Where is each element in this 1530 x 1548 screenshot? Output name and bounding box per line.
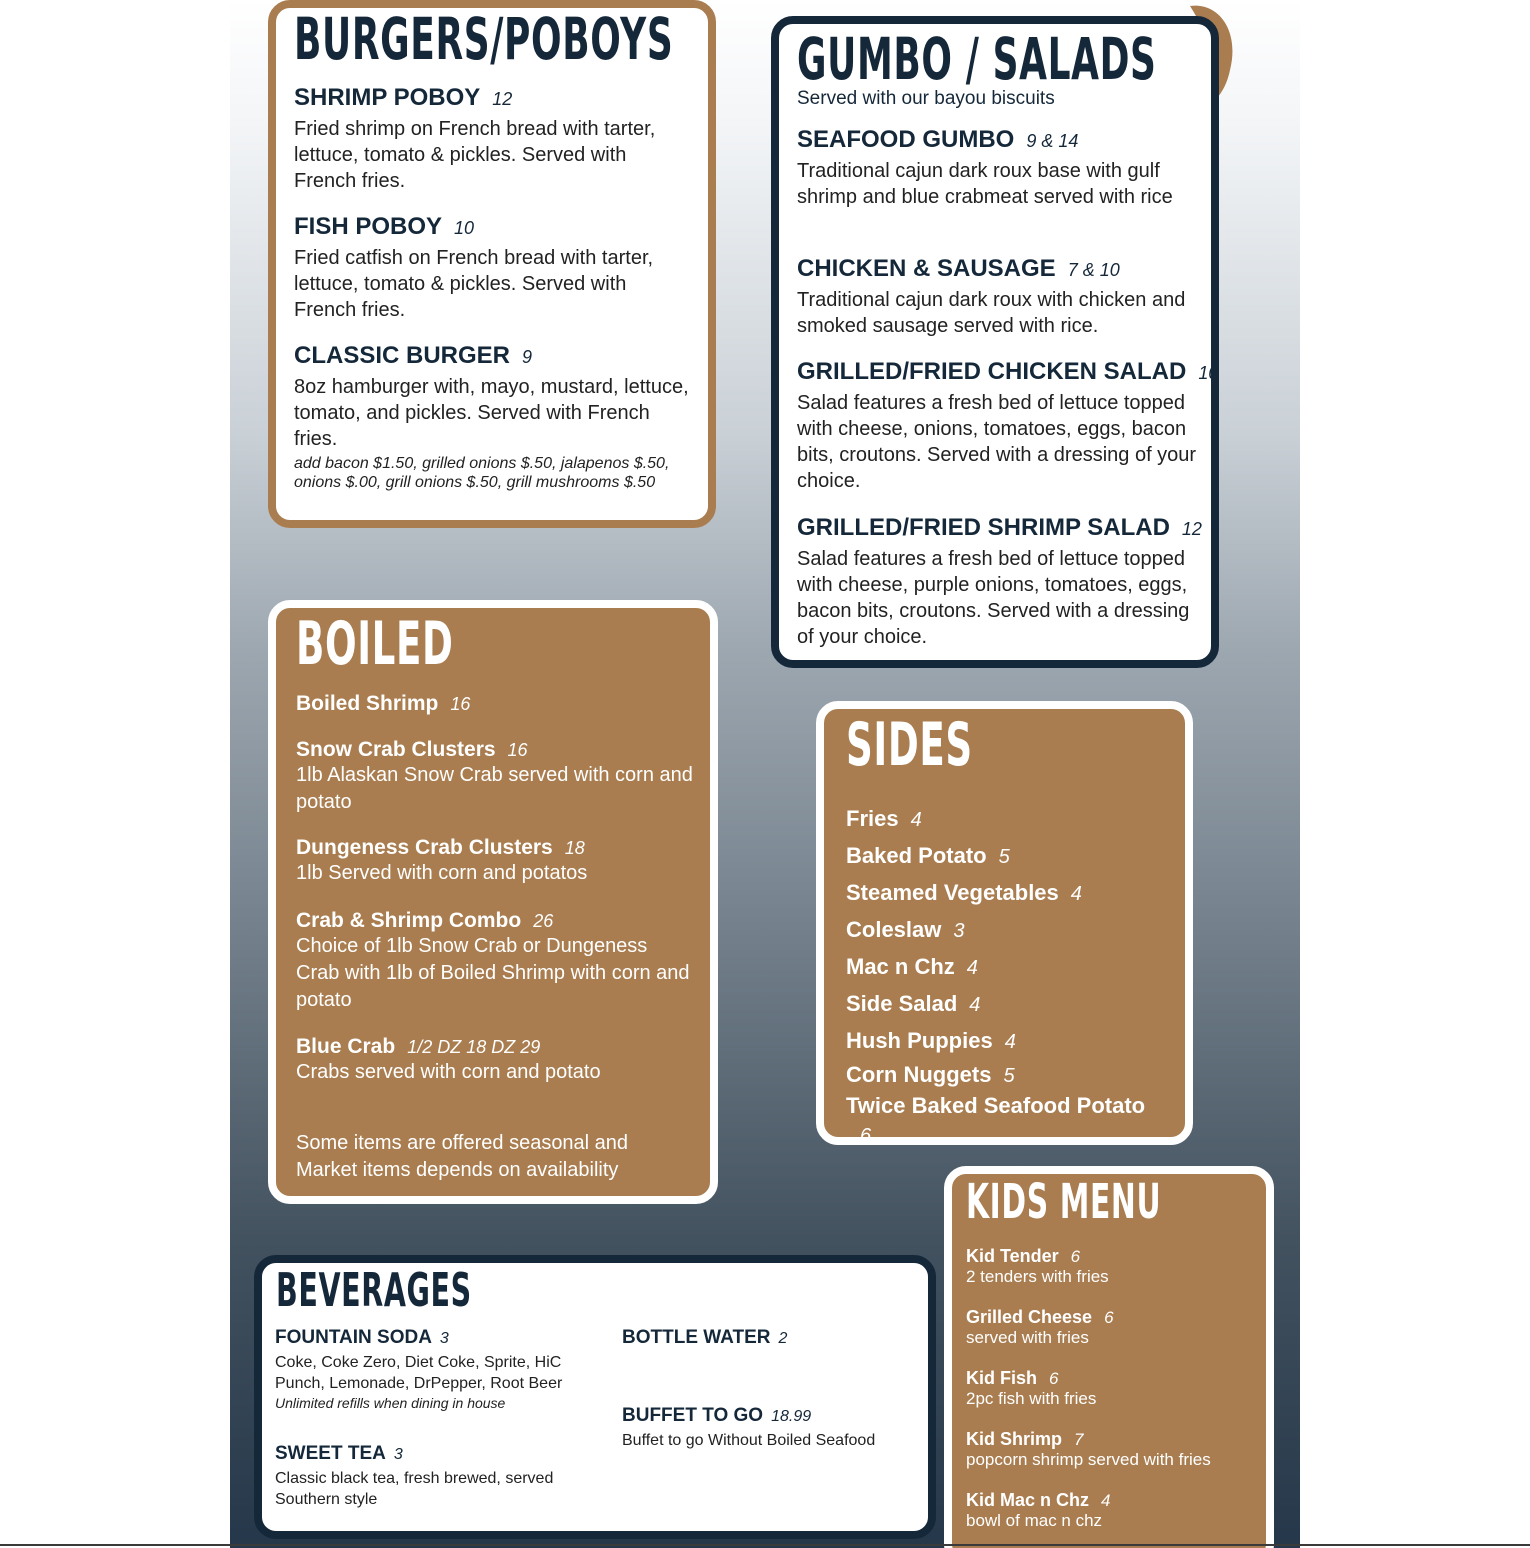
item-price: 12	[492, 89, 513, 109]
item-name: Twice Baked Seafood Potato	[846, 1093, 1146, 1118]
item-price: 6	[1049, 1369, 1059, 1388]
item-price: 4	[1070, 883, 1082, 905]
menu-item-shrimp-poboy	[294, 84, 694, 194]
burgers-panel	[268, 0, 716, 528]
menu-item-boiled-shrimp	[296, 692, 696, 716]
list-item	[846, 1060, 1186, 1091]
item-name: Steamed Vegetables	[846, 880, 1059, 905]
item-name: Mac n Chz	[846, 954, 955, 979]
item-price: 6	[860, 1125, 872, 1147]
item-description: Fried catfish on French bread with tarter, lettuce, tomato & pickles. Served with French fries.	[294, 247, 654, 321]
sides-list	[846, 801, 1186, 1151]
sides-panel	[816, 701, 1193, 1145]
item-price: 9 & 14	[1026, 131, 1079, 151]
item-price: 9	[522, 347, 533, 367]
menu-item-kid-shrimp	[966, 1429, 1266, 1470]
page-bottom-divider	[0, 1544, 1530, 1546]
item-price: 18	[564, 838, 585, 858]
item-price: 7 & 10	[1067, 260, 1120, 280]
item-name: Boiled Shrimp	[296, 692, 439, 715]
item-addons-note: add bacon $1.50, grilled onions $.50, jalapenos $.50, onions $.00, grill onions $.50, grill mushrooms $.50	[294, 455, 670, 491]
boiled-panel	[268, 600, 718, 1204]
item-name: BUFFET TO GO	[622, 1405, 764, 1426]
item-name: Baked Potato	[846, 843, 987, 868]
menu-item-sweet-tea	[275, 1443, 575, 1510]
boiled-title: BOILED	[296, 609, 454, 679]
item-description: Salad features a fresh bed of lettuce topped with cheese, onions, tomatoes, eggs, bacon bits, croutons. Served with a dressing of your choice.	[797, 392, 1197, 492]
list-item	[846, 1091, 1186, 1121]
item-description: Traditional cajun dark roux base with gulf shrimp and blue crabmeat served with rice	[797, 160, 1173, 208]
menu-item-bottle-water	[622, 1327, 912, 1349]
item-price: 18.99	[771, 1408, 812, 1425]
item-price: 10	[1198, 363, 1219, 383]
menu-item-classic-burger	[294, 342, 694, 492]
item-price: 1/2 DZ 18 DZ 29	[407, 1037, 541, 1057]
item-name: Kid Fish	[966, 1368, 1037, 1388]
item-description: Fried shrimp on French bread with tarter, lettuce, tomato & pickles. Served with French fries.	[294, 118, 656, 192]
item-price: 4	[966, 957, 978, 979]
item-price: 6	[1104, 1308, 1114, 1327]
kids-title: KIDS MENU	[966, 1174, 1162, 1230]
menu-page	[230, 0, 1300, 1548]
list-item	[846, 875, 1186, 912]
item-description: 2pc fish with fries	[966, 1389, 1097, 1408]
menu-item-shrimp-salad	[797, 514, 1202, 650]
item-name: GRILLED/FRIED CHICKEN SALAD	[797, 358, 1187, 385]
item-description: 1lb Served with corn and potatos	[296, 862, 588, 884]
item-description: 1lb Alaskan Snow Crab served with corn and potato	[296, 764, 693, 813]
menu-item-grilled-cheese	[966, 1307, 1266, 1348]
item-price: 16	[507, 740, 528, 760]
list-item	[846, 838, 1186, 875]
item-price: 12	[1181, 519, 1202, 539]
item-price: 3	[953, 920, 965, 942]
item-name: Corn Nuggets	[846, 1062, 992, 1087]
list-item	[846, 801, 1186, 838]
menu-item-snow-crab	[296, 738, 696, 816]
item-price: 7	[1074, 1430, 1084, 1449]
item-name: SHRIMP POBOY	[294, 84, 481, 111]
item-description: Salad features a fresh bed of lettuce topped with cheese, purple onions, tomatoes, eggs, bacon bits, croutons. Served with a dressing of your choice.	[797, 548, 1190, 648]
item-description: Choice of 1lb Snow Crab or Dungeness Crab with 1lb of Boiled Shrimp with corn and potato	[296, 935, 690, 1011]
item-name: Fries	[846, 806, 899, 831]
list-item	[846, 986, 1186, 1023]
item-description: popcorn shrimp served with fries	[966, 1450, 1211, 1469]
item-price: 16	[450, 694, 471, 714]
gumbo-salads-panel	[771, 16, 1219, 668]
beverages-panel	[254, 1255, 936, 1539]
menu-item-buffet-to-go	[622, 1405, 912, 1451]
item-description: Crabs served with corn and potato	[296, 1061, 601, 1083]
item-name: GRILLED/FRIED SHRIMP SALAD	[797, 514, 1170, 541]
kids-menu-panel	[944, 1166, 1274, 1548]
item-description: 8oz hamburger with, mayo, mustard, lettuce, tomato, and pickles. Served with French fries.	[294, 376, 689, 450]
item-name: Coleslaw	[846, 917, 942, 942]
item-name: FOUNTAIN SODA	[275, 1327, 432, 1348]
item-description: Traditional cajun dark roux with chicken and smoked sausage served with rice.	[797, 289, 1186, 337]
item-name: Blue Crab	[296, 1035, 396, 1058]
item-name: Kid Tender	[966, 1246, 1059, 1266]
gumbo-subtitle: Served with our bayou biscuits	[797, 88, 1055, 109]
item-description: 2 tenders with fries	[966, 1267, 1109, 1286]
item-price: 4	[1101, 1491, 1111, 1510]
item-name: CLASSIC BURGER	[294, 342, 511, 369]
item-price: 5	[1003, 1065, 1015, 1087]
beverages-title: BEVERAGES	[276, 1263, 472, 1317]
item-description: Classic black tea, fresh brewed, served Southern style	[275, 1470, 554, 1508]
item-name: CHICKEN & SAUSAGE	[797, 255, 1056, 282]
menu-item-fish-poboy	[294, 213, 694, 323]
item-price: 5	[998, 846, 1010, 868]
item-price: 10	[454, 218, 475, 238]
menu-item-blue-crab	[296, 1035, 696, 1086]
item-name: FISH POBOY	[294, 213, 443, 240]
item-name: Snow Crab Clusters	[296, 738, 496, 761]
item-description: bowl of mac n chz	[966, 1511, 1103, 1530]
menu-item-chicken-sausage	[797, 255, 1197, 339]
list-item	[846, 912, 1186, 949]
menu-item-fountain-soda	[275, 1327, 575, 1412]
item-price: 3	[439, 1330, 449, 1347]
sides-title: SIDES	[846, 710, 973, 780]
item-description: served with fries	[966, 1328, 1089, 1347]
item-name: Kid Mac n Chz	[966, 1490, 1090, 1510]
item-name: Grilled Cheese	[966, 1307, 1093, 1327]
seasonal-footnote: Some items are offered seasonal and Market items depends on availability	[296, 1132, 629, 1181]
menu-item-kid-fish	[966, 1368, 1266, 1409]
item-name: Side Salad	[846, 991, 958, 1016]
menu-item-kid-tender	[966, 1246, 1266, 1287]
item-name: Crab & Shrimp Combo	[296, 909, 522, 932]
list-item	[846, 949, 1186, 986]
burgers-title: BURGERS/POBOYS	[294, 5, 674, 73]
item-note: Unlimited refills when dining in house	[275, 1395, 506, 1411]
item-description: Coke, Coke Zero, Diet Coke, Sprite, HiC Punch, Lemonade, DrPepper, Root Beer	[275, 1354, 563, 1392]
menu-item-kid-mac	[966, 1490, 1266, 1531]
menu-item-dungeness-crab	[296, 836, 696, 887]
item-price: 4	[910, 809, 922, 831]
item-name: SWEET TEA	[275, 1443, 386, 1464]
item-name: SEAFOOD GUMBO	[797, 126, 1015, 153]
item-name: Kid Shrimp	[966, 1429, 1063, 1449]
menu-item-seafood-gumbo	[797, 126, 1197, 210]
item-price: 4	[1004, 1031, 1016, 1053]
item-description: Buffet to go Without Boiled Seafood	[622, 1432, 876, 1449]
menu-item-chicken-salad	[797, 358, 1219, 494]
gumbo-title: GUMBO / SALADS	[797, 25, 1157, 93]
item-price: 26	[533, 911, 554, 931]
list-item	[846, 1023, 1186, 1060]
menu-item-crab-shrimp-combo	[296, 909, 696, 1014]
item-price: 3	[393, 1446, 403, 1463]
item-name: BOTTLE WATER	[622, 1327, 771, 1348]
item-price: 2	[778, 1330, 788, 1347]
item-price: 4	[969, 994, 981, 1016]
item-name: Hush Puppies	[846, 1028, 993, 1053]
item-price: 6	[1070, 1247, 1081, 1266]
item-name: Dungeness Crab Clusters	[296, 836, 553, 859]
